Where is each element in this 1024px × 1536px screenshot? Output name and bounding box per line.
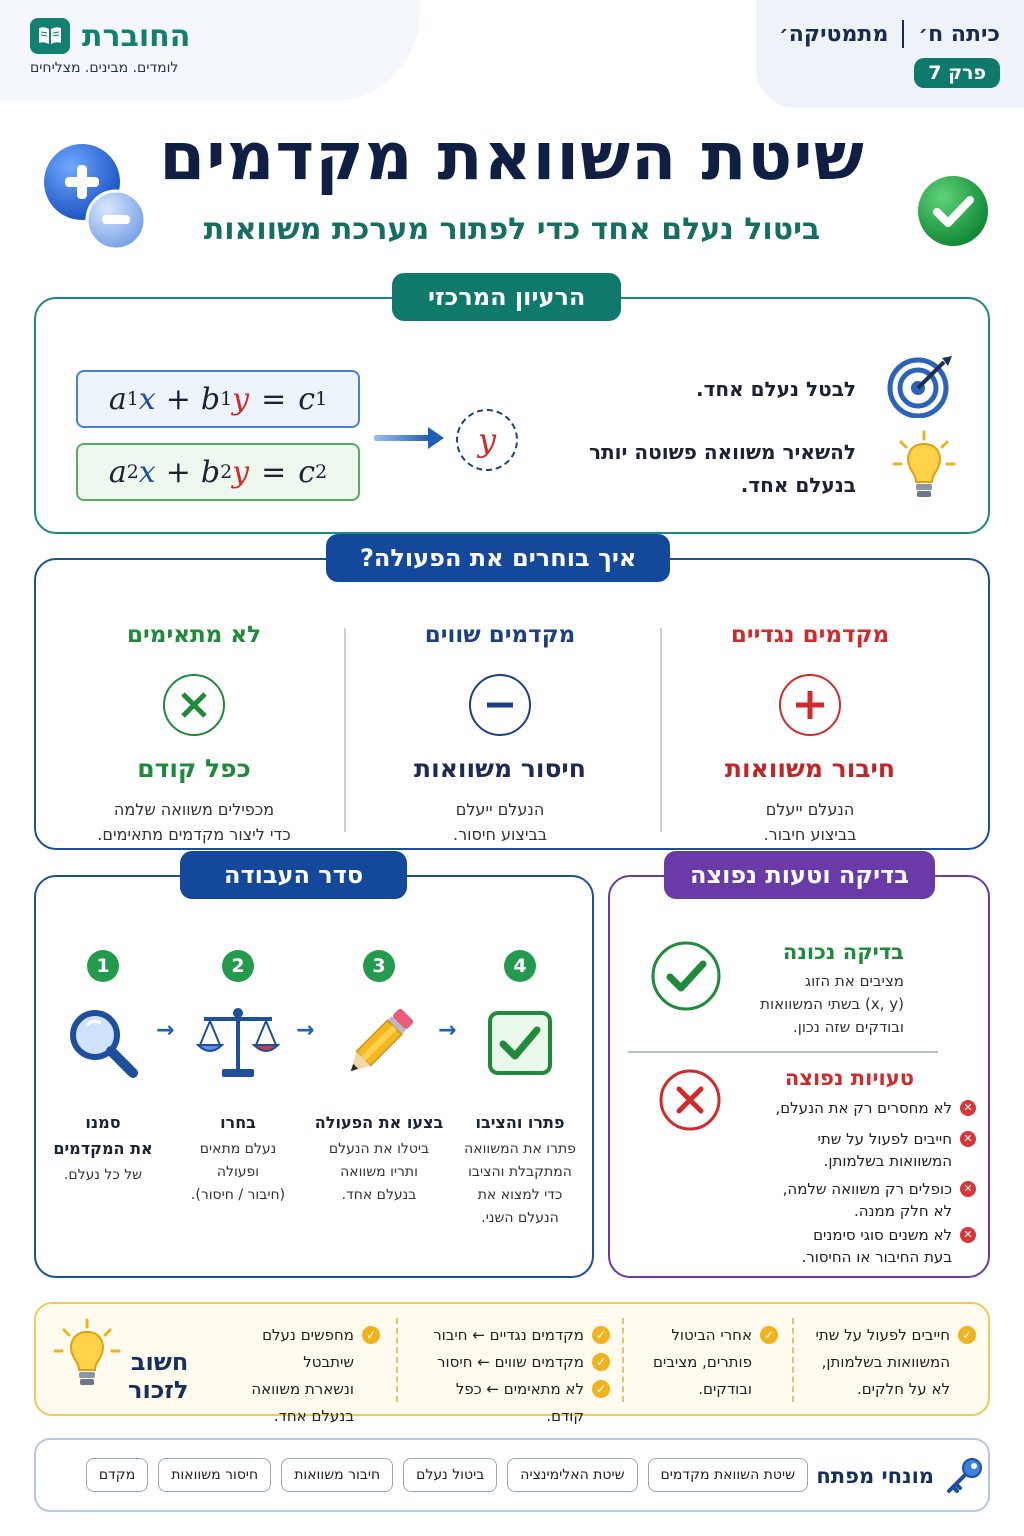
step-desc: [173, 1138, 303, 1207]
logo[interactable]: [30, 18, 190, 54]
correct-check: [760, 940, 904, 1039]
op-desc: [344, 797, 656, 847]
check-icon: ✓: [592, 1353, 610, 1371]
term-chip[interactable]: שיטת האלימינציה: [507, 1458, 637, 1492]
step-desc-line: (חיבור / חיסור).: [190, 1187, 286, 1203]
choose-operation-tab: איך בוחרים את הפעולה?: [326, 534, 670, 582]
op-desc: [654, 797, 966, 847]
step-desc: [314, 1138, 444, 1207]
step-desc-line: ופעולה: [216, 1164, 260, 1180]
op-desc: [38, 797, 350, 847]
eq1-equals: =: [261, 381, 287, 417]
mistake-item: [818, 1128, 976, 1172]
key-icon: [944, 1456, 984, 1496]
remember-divider: [792, 1318, 794, 1402]
remember-column: [648, 1322, 778, 1403]
x-icon: ✕: [960, 1181, 976, 1197]
magnifier-icon: [38, 1000, 168, 1086]
x-icon: ✕: [960, 1131, 976, 1147]
eq1-a-sub: 1: [126, 388, 139, 410]
grade-label: כיתה ח׳: [918, 21, 1000, 47]
remember-column: [814, 1322, 976, 1403]
eq1-c-sub: 1: [315, 388, 328, 410]
remember-line: ובודקים.: [698, 1380, 752, 1398]
lightbulb-icon: [892, 430, 956, 510]
step-desc: [38, 1164, 168, 1187]
remember-text: [214, 1322, 354, 1430]
mistake-text: [801, 1224, 952, 1268]
mistake-line: לא משנים סוגי סימנים: [813, 1226, 952, 1244]
key-terms-list: [86, 1458, 808, 1492]
step-desc-line: המתקבלת והציבו: [468, 1164, 572, 1180]
op-column-opposite: [654, 622, 966, 847]
term-chip[interactable]: שיטת השוואת מקדמים: [648, 1458, 809, 1492]
subject-label: מתמטיקה׳: [779, 21, 889, 47]
op-desc-line-2: בביצוע חיבור.: [763, 825, 857, 844]
mistake-item: [783, 1178, 976, 1222]
eq1-plus: +: [165, 381, 191, 417]
remember-line: המשוואות בשלמותן,: [821, 1353, 950, 1371]
correct-desc-line-2: (x, y) בשתי המשוואות: [760, 995, 904, 1013]
remember-column: [414, 1322, 610, 1430]
term-chip[interactable]: ביטול נעלם: [403, 1458, 497, 1492]
step-4: [455, 950, 585, 1230]
eq2-a-sub: 2: [126, 461, 139, 483]
checks-divider: [628, 1051, 938, 1053]
remember-title: [128, 1348, 188, 1404]
eq1-b-sub: 1: [220, 388, 233, 410]
step-desc-line: כדי למצוא את: [477, 1187, 563, 1203]
eq1-a: a: [108, 381, 127, 417]
arrow-right-icon: [372, 422, 448, 458]
step-desc-line: בנעלם אחד.: [341, 1187, 417, 1203]
header-right-background: [756, 0, 1024, 108]
key-terms-title: מונחי מפתח: [816, 1464, 934, 1488]
minus-circle-icon: [469, 674, 531, 736]
op-action: חיבור משוואות: [724, 754, 896, 783]
step-title: [38, 1110, 168, 1162]
step-number: 2: [222, 950, 254, 982]
mistake-item: [801, 1224, 976, 1268]
mistake-line: לא חלק ממנה.: [853, 1202, 952, 1220]
eq1-y: y: [232, 381, 250, 417]
step-desc-line: נעלם מתאים: [199, 1141, 277, 1157]
mistake-line: לא מחסרים רק את הנעלם,: [775, 1099, 952, 1117]
check-icon: ✓: [760, 1326, 778, 1344]
remember-divider: [622, 1318, 624, 1402]
step-title: [173, 1110, 303, 1136]
step-title-line-1: בחרו: [220, 1113, 256, 1132]
page-subtitle: ביטול נעלם אחד כדי לפתור מערכת משוואות: [203, 212, 821, 247]
op-action: כפל קודם: [137, 754, 251, 783]
scale-icon: [173, 1000, 303, 1086]
remember-line: מחפשים נעלם שיתבטל: [262, 1326, 354, 1371]
remember-line: לא על חלקים.: [856, 1380, 950, 1398]
eq1-b: b: [200, 381, 221, 417]
logo-name: החוברת: [82, 18, 191, 54]
term-chip[interactable]: מקדם: [86, 1458, 148, 1492]
x-circle-icon: [163, 674, 225, 736]
op-action: חיסור משוואות: [414, 754, 586, 783]
op-desc-line-1: מכפילים משוואה שלמה: [113, 800, 275, 819]
step-arrow-icon: →: [438, 1018, 457, 1043]
eq2-b-sub: 2: [220, 461, 233, 483]
mistake-item: [775, 1097, 976, 1119]
check-icon: ✓: [592, 1326, 610, 1344]
idea-point-1: לבטל נעלם אחד.: [696, 377, 856, 401]
procedure-tab: סדר העבודה: [180, 851, 407, 899]
remember-line: לא מתאימים ← כפל קודם.: [455, 1380, 584, 1425]
plus-circle-icon: [779, 674, 841, 736]
mistake-line: חייבים לפעול על שתי: [817, 1130, 952, 1148]
check-icon: ✓: [362, 1326, 380, 1344]
central-idea-tab: הרעיון המרכזי: [392, 273, 621, 321]
op-heading: מקדמים נגדיים: [730, 622, 890, 648]
eq2-plus: +: [165, 454, 191, 490]
op-desc-line-2: כדי ליצור מקדמים מתאימים.: [97, 825, 291, 844]
chapter-badge: פרק 7: [914, 58, 1000, 88]
step-2: [173, 950, 303, 1207]
remember-title-line-2: לזכור: [128, 1376, 189, 1404]
eq2-x: x: [138, 454, 156, 490]
remember-item: [414, 1322, 610, 1349]
remember-title-line-1: חשוב: [130, 1348, 189, 1376]
step-title: [455, 1110, 585, 1136]
check-icon: ✓: [958, 1326, 976, 1344]
eq1-c: c: [298, 381, 316, 417]
mistake-text: [783, 1178, 952, 1222]
step-arrow-icon: →: [296, 1018, 315, 1043]
eq2-c: c: [298, 454, 316, 490]
checks-tab: בדיקה וטעות נפוצה: [664, 851, 935, 899]
correct-desc-line-1: מציבים את הזוג: [804, 972, 904, 990]
logo-tagline: לומדים. מבינים. מצליחים: [30, 60, 179, 76]
equation-1: [76, 370, 360, 428]
remember-text: [816, 1322, 950, 1403]
mistake-line: כופלים רק משוואה שלמה,: [782, 1180, 952, 1198]
remember-line: מקדמים שווים ← חיסור: [437, 1353, 584, 1371]
op-desc-line-1: הנעלם ייעלם: [455, 800, 545, 819]
eq2-b: b: [200, 454, 221, 490]
lightbulb-icon: [52, 1318, 122, 1396]
step-desc-line: ביטלו את הנעלם: [328, 1141, 430, 1157]
remember-item: [414, 1376, 610, 1430]
idea-point-2: [589, 436, 856, 502]
eq2-equals: =: [261, 454, 287, 490]
x-icon: ✕: [960, 1227, 976, 1243]
remember-line: ונשארת משוואה: [251, 1380, 354, 1398]
step-title-line-2: את המקדמים: [53, 1139, 153, 1158]
step-number: 1: [87, 950, 119, 982]
eq1-x: x: [138, 381, 156, 417]
remember-column: [214, 1322, 380, 1430]
op-heading: לא מתאימים: [127, 622, 261, 648]
remember-item: [414, 1349, 610, 1376]
term-chip[interactable]: חיבור משוואות: [281, 1458, 393, 1492]
mistake-line: בעת החיבור או החיסור.: [801, 1248, 952, 1266]
eliminated-variable: y: [456, 409, 518, 471]
step-desc-line: ותריו משוואה: [340, 1164, 418, 1180]
correct-desc-line-3: ובודקים שזה נכון.: [792, 1018, 904, 1036]
step-title: [314, 1110, 444, 1136]
eq2-c-sub: 2: [315, 461, 328, 483]
remember-divider: [396, 1318, 398, 1402]
grade-subject-line: [779, 20, 1000, 48]
x-circle-icon: [658, 1068, 722, 1136]
step-arrow-icon: →: [156, 1018, 175, 1043]
check-circle-icon: [650, 940, 722, 1016]
mistake-line: המשוואות בשלמותן.: [823, 1152, 952, 1170]
remember-line: מקדמים נגדיים ← חיבור: [433, 1326, 584, 1344]
idea-point-2-line-1: להשאיר משוואה פשוטה יותר: [588, 440, 856, 464]
op-heading: מקדמים שווים: [424, 622, 576, 648]
eq2-y: y: [232, 454, 250, 490]
grade-separator: [902, 20, 904, 48]
step-title-line-1: סמנו: [85, 1113, 121, 1132]
remember-item: [214, 1322, 380, 1430]
op-column-unfit: [38, 622, 350, 847]
step-title-line-1: בצעו את הפעולה: [314, 1113, 444, 1132]
idea-point-2-line-2: בנעלם אחד.: [740, 473, 856, 497]
eq2-a: a: [108, 454, 127, 490]
op-desc-line-2: בביצוע חיסור.: [453, 825, 547, 844]
mistake-text: [775, 1097, 952, 1119]
step-desc: [455, 1138, 585, 1230]
step-title-line-1: פתרו והציבו: [475, 1113, 565, 1132]
remember-text: [653, 1322, 752, 1403]
key-terms-heading: [816, 1456, 984, 1496]
remember-line: פותרים, מציבים: [652, 1353, 752, 1371]
step-desc-line: של כל נעלם.: [63, 1167, 143, 1183]
term-chip[interactable]: חיסור משוואות: [158, 1458, 271, 1492]
correct-check-title: בדיקה נכונה: [782, 940, 904, 964]
x-icon: ✕: [960, 1100, 976, 1116]
check-icon: ✓: [592, 1380, 610, 1398]
pencil-icon: [314, 1000, 444, 1086]
op-column-equal: [344, 622, 656, 847]
step-desc-line: פתרו את המשוואה: [464, 1141, 576, 1157]
remember-line: בנעלם אחד.: [273, 1407, 354, 1425]
book-icon: [30, 18, 70, 54]
remember-line: אחרי הביטול: [671, 1326, 752, 1344]
step-desc-line: הנעלם השני.: [481, 1210, 559, 1226]
step-number: 3: [363, 950, 395, 982]
op-desc-line-1: הנעלם ייעלם: [765, 800, 855, 819]
step-number: 4: [504, 950, 536, 982]
step-1: [38, 950, 168, 1187]
remember-item: [814, 1322, 976, 1403]
remember-item: [648, 1322, 778, 1403]
correct-check-desc: [760, 970, 904, 1039]
page-title: שיטת השוואת מקדמים: [159, 118, 865, 195]
target-icon: [884, 354, 956, 422]
step-3: [314, 950, 444, 1207]
equation-2: [76, 443, 360, 501]
checkbox-icon: [455, 1000, 585, 1086]
remember-line: חייבים לפעול על שתי: [815, 1326, 950, 1344]
mistake-text: [818, 1128, 952, 1172]
mistakes-title: טעויות נפוצה: [784, 1066, 914, 1090]
